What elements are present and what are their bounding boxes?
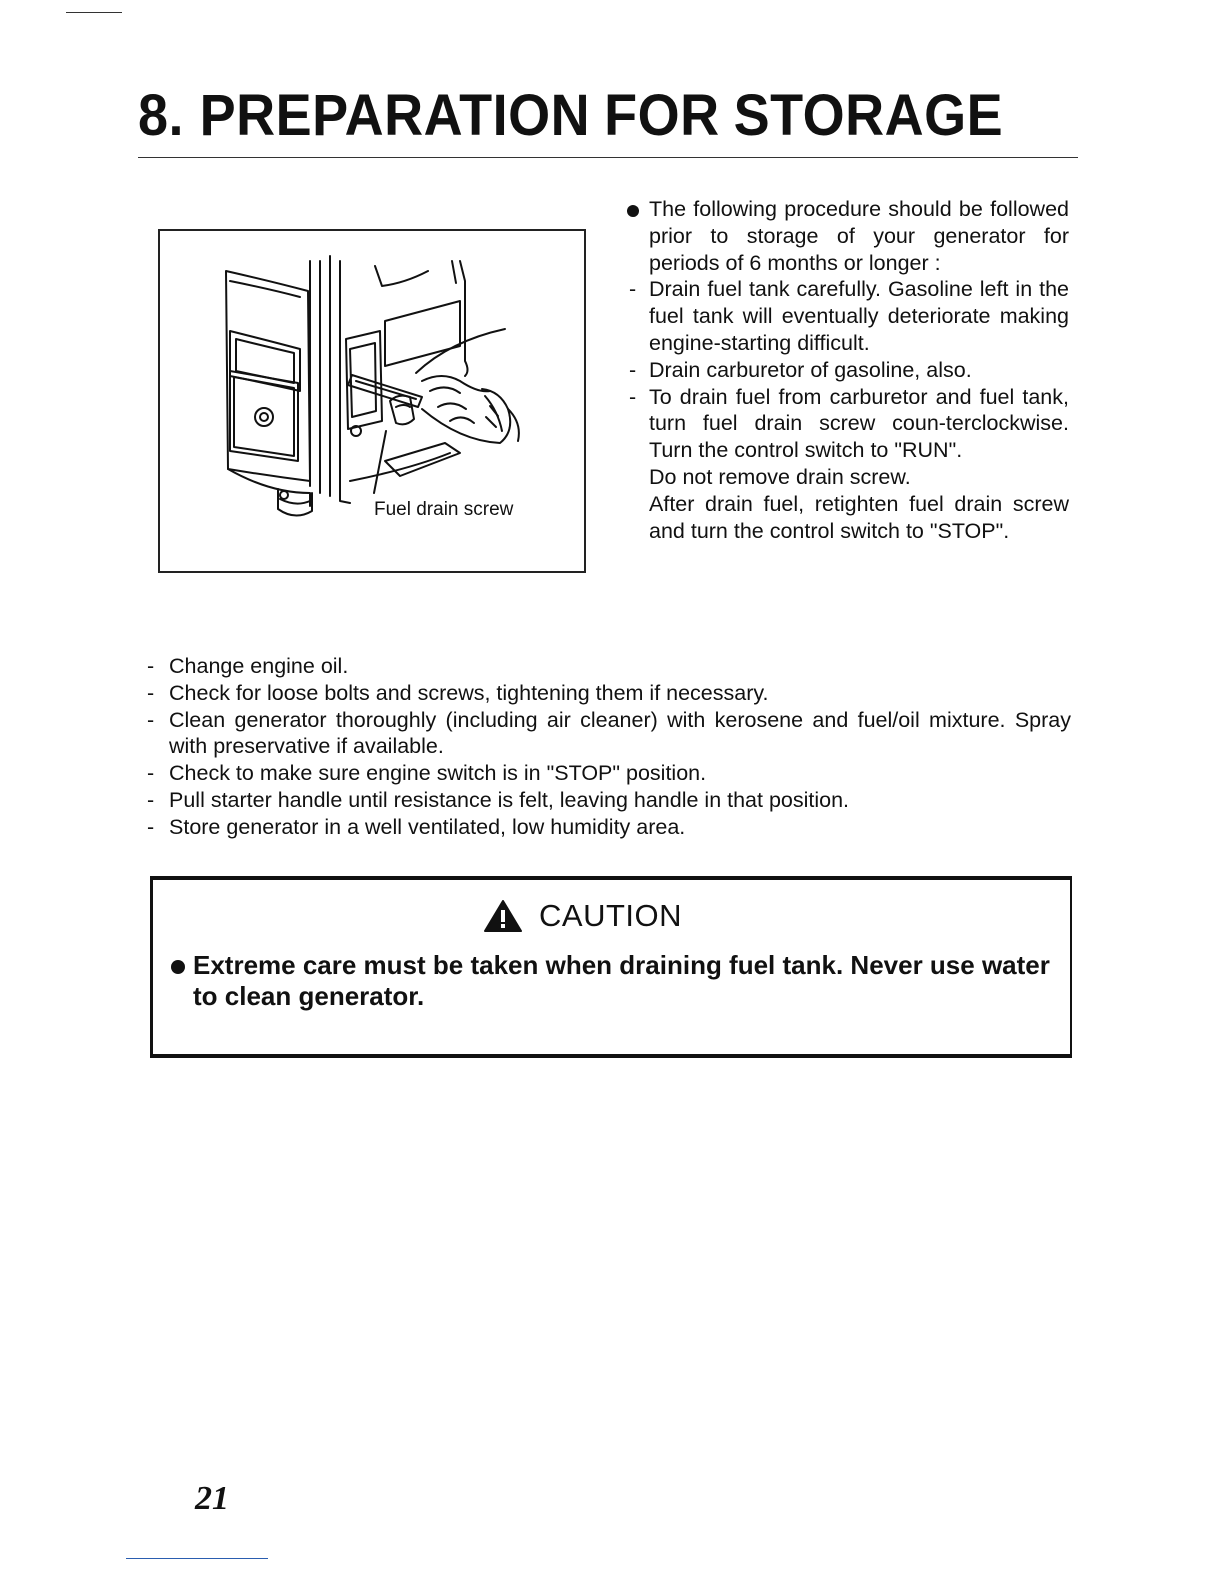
list-item: [147, 760, 1071, 787]
step-text: Change engine oil.: [169, 654, 349, 678]
caution-header: [483, 898, 682, 934]
intro-item-drain-procedure: To drain fuel from carburetor and fuel tank, turn fuel drain screw coun-terclockwise. Turn the control switch to "RUN".: [649, 384, 1069, 463]
list-item: [147, 814, 1071, 841]
caution-body: [171, 950, 1061, 1012]
list-item: [147, 653, 1071, 680]
dash-marker: -: [147, 761, 155, 786]
dash-marker: -: [629, 384, 637, 409]
caution-item: [171, 950, 1061, 1012]
page-title: [138, 82, 1003, 149]
step-text: Pull starter handle until resistance is felt, leaving handle in that position.: [169, 787, 850, 812]
dash-marker: -: [147, 654, 155, 678]
caution-title: CAUTION: [539, 898, 682, 933]
title-word-preparation: PREPARATION: [199, 83, 591, 148]
scan-mark-bottom: [126, 1558, 268, 1559]
title-word-storage: STORAGE: [733, 83, 1004, 148]
list-item: [627, 276, 1069, 356]
intro-note-retighten: After drain fuel, retighten fuel drain screw and turn the control switch to "STOP".: [649, 491, 1069, 543]
storage-steps: [147, 653, 1071, 841]
list-item: [147, 707, 1071, 761]
bullet-icon: [171, 960, 185, 974]
dash-marker: -: [147, 680, 155, 705]
note-row: [627, 464, 1069, 491]
intro-bullet: [627, 196, 1069, 276]
dash-marker: -: [147, 707, 155, 732]
note-row: [627, 491, 1069, 545]
list-item: [147, 680, 1071, 707]
intro-note-do-not-remove: Do not remove drain screw.: [649, 464, 911, 489]
bullet-icon: [627, 205, 639, 217]
intro-item-drain-carburetor: Drain carburetor of gasoline, also.: [649, 357, 972, 382]
caution-text: Extreme care must be taken when draining fuel tank. Never use water to clean generator.: [193, 950, 1050, 1011]
intro-item-drain-tank: Drain fuel tank carefully. Gasoline left in the fuel tank will eventually deteriorate making engine-starting difficult.: [649, 277, 1069, 355]
dash-marker: -: [629, 277, 637, 302]
figure-label: Fuel drain screw: [374, 499, 514, 520]
intro-procedure: [627, 196, 1069, 544]
intro-lead: The following procedure should be followed prior to storage of your generator for periods of 6 months or longer :: [649, 197, 1069, 275]
step-text: Check for loose bolts and screws, tightening them if necessary.: [169, 680, 769, 705]
caution-box: [150, 876, 1072, 1058]
dash-marker: -: [147, 787, 155, 812]
title-word-for: FOR: [604, 83, 720, 148]
fuel-drain-figure: [158, 229, 586, 573]
warning-triangle-icon: [483, 899, 523, 933]
title-divider: [138, 157, 1078, 158]
dash-marker: -: [629, 357, 637, 382]
generator-illustration: [160, 231, 584, 571]
step-text: Store generator in a well ventilated, low humidity area.: [169, 814, 686, 839]
step-text: Clean generator thoroughly (including air cleaner) with kerosene and fuel/oil mixture. Spray with preservative if available.: [169, 707, 1071, 759]
list-item: [147, 787, 1071, 814]
list-item: [627, 384, 1069, 464]
list-item: [627, 357, 1069, 384]
step-text: Check to make sure engine switch is in "STOP" position.: [169, 761, 707, 786]
scan-mark-top: [66, 12, 122, 13]
title-number: 8.: [138, 83, 185, 148]
page-number: 21: [195, 1480, 229, 1517]
dash-marker: -: [147, 814, 155, 839]
